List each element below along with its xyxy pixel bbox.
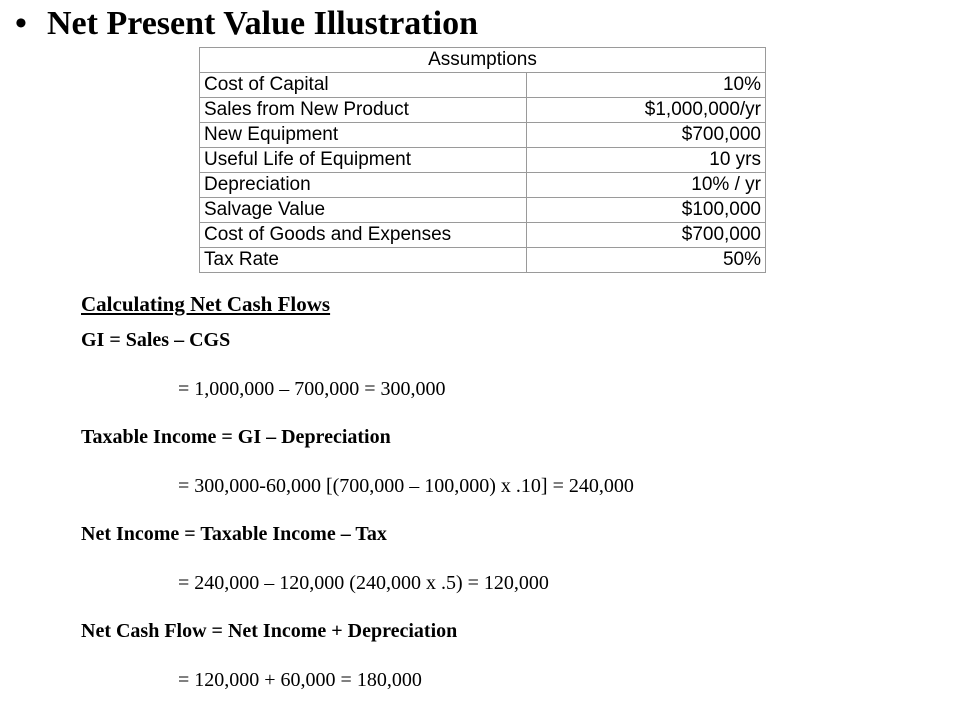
taxable-income-formula: Taxable Income = GI – Depreciation	[81, 426, 391, 448]
table-row	[200, 198, 766, 223]
sales-label: Sales from New Product	[200, 98, 527, 123]
cost-of-capital-label: Cost of Capital	[200, 73, 527, 98]
cost-of-capital-value: 10%	[527, 73, 766, 98]
taxable-income-result: = 300,000-60,000 [(700,000 – 100,000) x .10] = 240,000	[178, 474, 634, 497]
tax-rate-value: 50%	[527, 248, 766, 273]
cost-of-goods-value: $700,000	[527, 223, 766, 248]
table-row	[200, 98, 766, 123]
slide-title: Net Present Value Illustration	[47, 5, 478, 42]
table-row	[200, 148, 766, 173]
table-row	[200, 73, 766, 98]
gi-result: = 1,000,000 – 700,000 = 300,000	[178, 377, 446, 400]
table-header-row	[200, 48, 766, 73]
new-equipment-value: $700,000	[527, 123, 766, 148]
table-row	[200, 248, 766, 273]
new-equipment-label: New Equipment	[200, 123, 527, 148]
title-bullet: •	[15, 5, 27, 42]
useful-life-label: Useful Life of Equipment	[200, 148, 527, 173]
sales-value: $1,000,000/yr	[527, 98, 766, 123]
net-cash-flow-calculation	[81, 289, 941, 713]
salvage-value-value: $100,000	[527, 198, 766, 223]
depreciation-label: Depreciation	[200, 173, 527, 198]
useful-life-value: 10 yrs	[527, 148, 766, 173]
gi-formula: GI = Sales – CGS	[81, 329, 231, 351]
table-row	[200, 173, 766, 198]
salvage-value-label: Salvage Value	[200, 198, 527, 223]
table-row	[200, 223, 766, 248]
tax-rate-label: Tax Rate	[200, 248, 527, 273]
calculation-heading: Calculating Net Cash Flows	[81, 292, 331, 316]
cost-of-goods-label: Cost of Goods and Expenses	[200, 223, 527, 248]
table-header: Assumptions	[200, 48, 766, 73]
net-cash-flow-formula: Net Cash Flow = Net Income + Depreciation	[81, 620, 458, 642]
net-income-formula: Net Income = Taxable Income – Tax	[81, 523, 387, 545]
net-income-result: = 240,000 – 120,000 (240,000 x .5) = 120,000	[178, 571, 549, 594]
table-row	[200, 123, 766, 148]
assumptions-table	[199, 47, 766, 273]
depreciation-value: 10% / yr	[527, 173, 766, 198]
net-cash-flow-result: = 120,000 + 60,000 = 180,000	[178, 668, 422, 691]
